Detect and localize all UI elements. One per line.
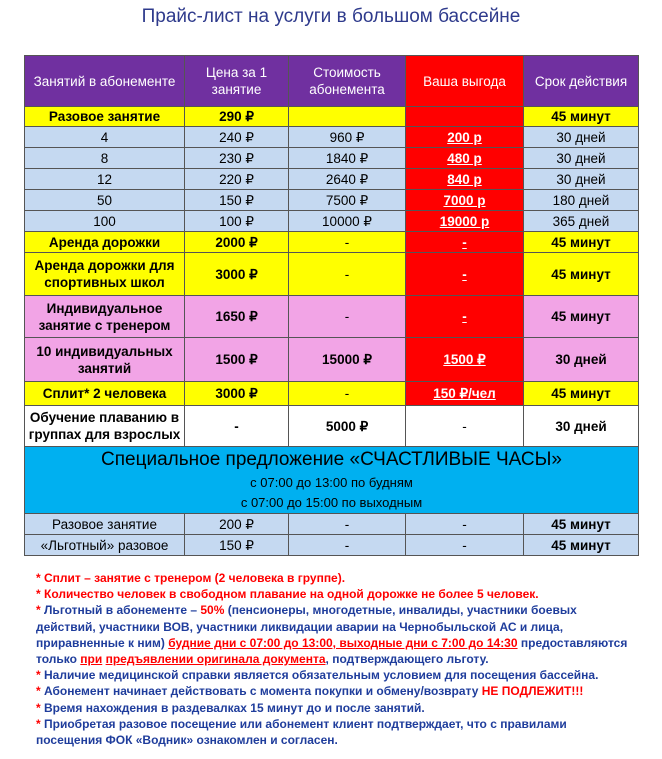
row-cost: - [289, 253, 406, 296]
row-gain: 840 р [406, 169, 524, 190]
row-term: 45 минут [524, 296, 639, 338]
row-price: 230 ₽ [185, 148, 289, 169]
row-name: Сплит* 2 человека [25, 382, 185, 406]
table-header [25, 56, 639, 107]
row-cost: 960 ₽ [289, 127, 406, 148]
row-price: 100 ₽ [185, 211, 289, 232]
row-name: 12 [25, 169, 185, 190]
row-cost: 10000 ₽ [289, 211, 406, 232]
table-row [25, 296, 639, 338]
row-name: 8 [25, 148, 185, 169]
row-cost: 1840 ₽ [289, 148, 406, 169]
special-weekdays: с 07:00 до 13:00 по будням [250, 475, 413, 490]
row-cost: 7500 ₽ [289, 190, 406, 211]
header-price: Цена за 1 занятие [185, 56, 289, 107]
row-gain: 19000 р [406, 211, 524, 232]
row-name: Индивидуальное занятие с тренером [25, 296, 185, 338]
row-price: - [185, 406, 289, 447]
row-gain: 480 р [406, 148, 524, 169]
notes-block [36, 570, 636, 748]
row-name: 100 [25, 211, 185, 232]
table-row [25, 253, 639, 296]
row-gain: - [406, 535, 524, 556]
row-term: 45 минут [524, 232, 639, 253]
row-cost: - [289, 535, 406, 556]
table-row [25, 535, 639, 556]
row-price: 290 ₽ [185, 107, 289, 127]
table-row [25, 107, 639, 127]
row-price: 3000 ₽ [185, 253, 289, 296]
row-gain: 1500 ₽ [406, 338, 524, 382]
special-offer [25, 447, 639, 514]
row-term: 45 минут [524, 382, 639, 406]
row-term: 45 минут [524, 514, 639, 535]
row-name: Разовое занятие [25, 107, 185, 127]
note-locker-time: * Время нахождения в раздевалках 15 минут до и после занятий. [36, 700, 425, 715]
row-cost: - [289, 514, 406, 535]
table-row [25, 127, 639, 148]
table-row [25, 514, 639, 535]
special-title: Специальное предложение «СЧАСТЛИВЫЕ ЧАСЫ» [101, 449, 562, 470]
note-capacity: * Количество человек в свободном плавание на одной дорожке не более 5 человек. [36, 587, 539, 602]
header-term: Срок действия [524, 56, 639, 107]
row-term: 30 дней [524, 338, 639, 382]
row-name: 10 индивидуальных занятий [25, 338, 185, 382]
row-name: «Льготный» разовое [25, 535, 185, 556]
header-gain: Ваша выгода [406, 56, 524, 107]
row-gain: - [406, 514, 524, 535]
row-gain: - [406, 253, 524, 296]
row-name: 50 [25, 190, 185, 211]
table-row [25, 406, 639, 447]
row-cost [289, 107, 406, 127]
table-row [25, 190, 639, 211]
row-term: 30 дней [524, 127, 639, 148]
row-name: Обучение плаванию в группах для взрослых [25, 406, 185, 447]
row-cost: - [289, 382, 406, 406]
row-gain: 150 ₽/чел [406, 382, 524, 406]
row-price: 1500 ₽ [185, 338, 289, 382]
table-row [25, 148, 639, 169]
row-price: 150 ₽ [185, 535, 289, 556]
price-table [24, 55, 639, 556]
table-row [25, 169, 639, 190]
note-discount: * Льготный в абонементе – 50% (пенсионеры, многодетные, инвалиды, участники боевых действий, участники ВОВ, участники ликвидации аварии на Чернобыльской АС и лица, приравненные к ним) будние дни с 07:00 до 13:00, выходные дни с 7:00 до 14:30 предоставляются только при предъявлении оригинала документа, подтверждающего льготу. [36, 603, 628, 667]
row-cost: - [289, 232, 406, 253]
row-price: 3000 ₽ [185, 382, 289, 406]
row-cost: 2640 ₽ [289, 169, 406, 190]
row-term: 180 дней [524, 190, 639, 211]
row-cost: - [289, 296, 406, 338]
table-row [25, 211, 639, 232]
row-term: 30 дней [524, 169, 639, 190]
row-name: Аренда дорожки [25, 232, 185, 253]
row-name: 4 [25, 127, 185, 148]
row-cost: 5000 ₽ [289, 406, 406, 447]
row-price: 200 ₽ [185, 514, 289, 535]
note-no-refund: * Абонемент начинает действовать с момента покупки и обмену/возврату НЕ ПОДЛЕЖИТ!!! [36, 684, 584, 699]
row-term: 30 дней [524, 406, 639, 447]
row-term: 365 дней [524, 211, 639, 232]
row-term: 45 минут [524, 107, 639, 127]
row-name: Разовое занятие [25, 514, 185, 535]
note-split: * Сплит – занятие с тренером (2 человека в группе). [36, 571, 346, 585]
row-cost: 15000 ₽ [289, 338, 406, 382]
row-term: 45 минут [524, 253, 639, 296]
row-gain: - [406, 296, 524, 338]
table-row [25, 382, 639, 406]
header-sessions: Занятий в абонементе [25, 56, 185, 107]
table-row [25, 232, 639, 253]
note-medical: * Наличие медицинской справки является обязательным условием для посещения бассейна. [36, 668, 599, 683]
row-price: 220 ₽ [185, 169, 289, 190]
row-price: 240 ₽ [185, 127, 289, 148]
row-price: 2000 ₽ [185, 232, 289, 253]
row-gain: 7000 р [406, 190, 524, 211]
row-gain: - [406, 232, 524, 253]
header-cost: Стоимость абонемента [289, 56, 406, 107]
row-term: 45 минут [524, 535, 639, 556]
row-gain: 200 р [406, 127, 524, 148]
row-term: 30 дней [524, 148, 639, 169]
row-name: Аренда дорожки для спортивных школ [25, 253, 185, 296]
row-price: 1650 ₽ [185, 296, 289, 338]
special-weekends: с 07:00 до 15:00 по выходным [240, 495, 423, 510]
row-gain [406, 107, 524, 127]
table-row [25, 338, 639, 382]
row-gain: - [406, 406, 524, 447]
row-price: 150 ₽ [185, 190, 289, 211]
note-rules: * Приобретая разовое посещение или абонемент клиент подтверждает, что с правилами посещения ФОК «Водник» ознакомлен и согласен. [36, 716, 567, 748]
page-title: Прайс-лист на услуги в большом бассейне [141, 6, 521, 27]
